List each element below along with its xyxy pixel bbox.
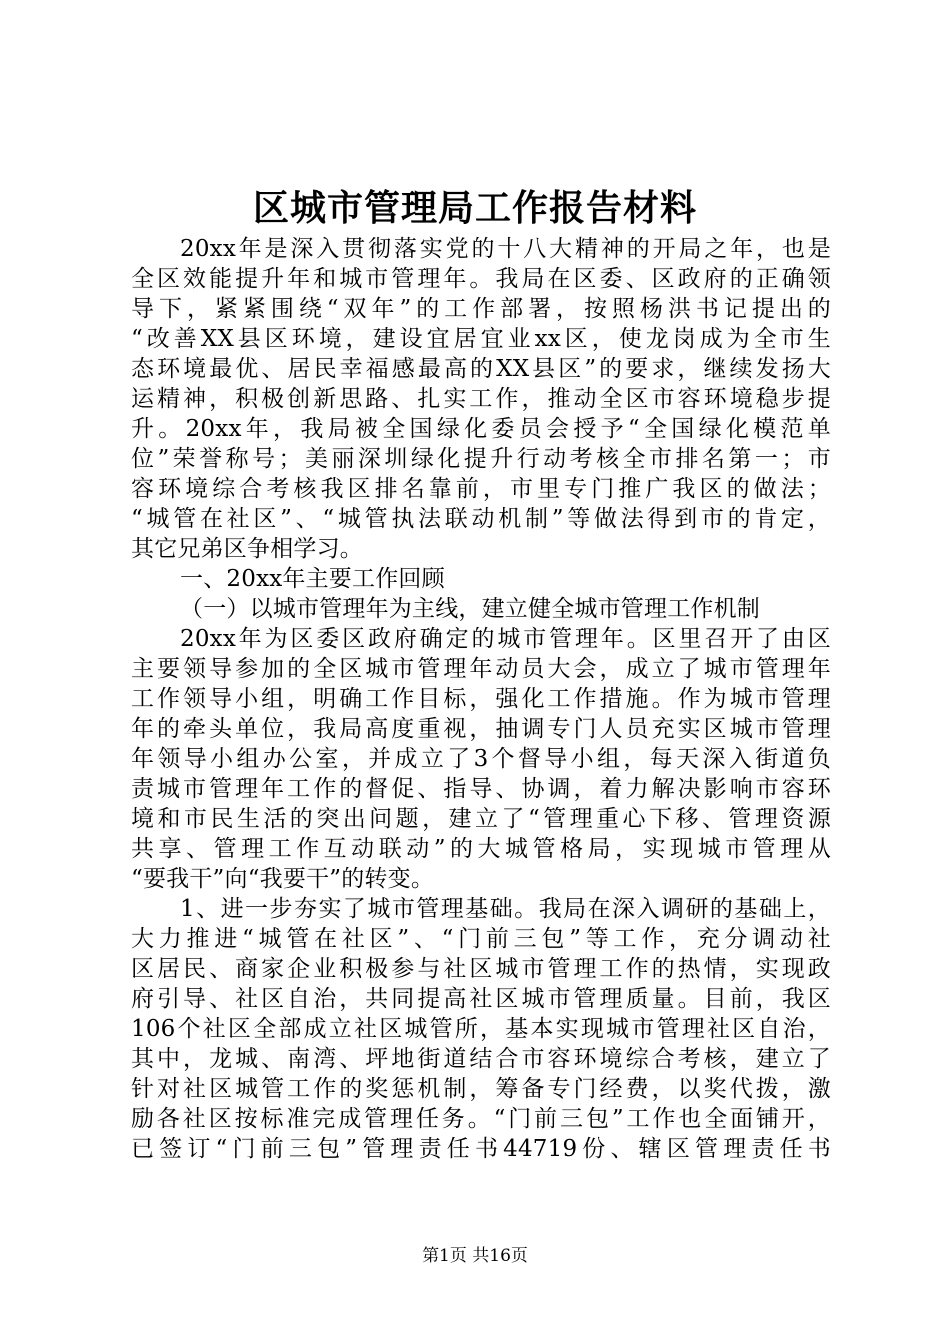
paragraph-3-line-8: 励各社区按标准完成管理任务。“门前三包”工作也全面铺开， xyxy=(131,1106,831,1132)
paragraph-3-line-3: 区居民、商家企业积极参与社区城市管理工作的热情，实现政 xyxy=(131,956,831,982)
paragraph-1-line-7: 升。20xx年，我局被全国绿化委员会授予“全国绿化模范单 xyxy=(131,416,831,442)
paragraph-1-line-1: 20xx年是深入贯彻落实党的十八大精神的开局之年，也是 xyxy=(180,236,831,262)
paragraph-3-line-7: 针对社区城管工作的奖惩机制，筹备专门经费，以奖代拨，激 xyxy=(131,1076,831,1102)
subsection-heading-1: （一）以城市管理年为主线，建立健全城市管理工作机制 xyxy=(180,596,760,622)
paragraph-1-line-4: “改善XX县区环境，建设宜居宜业xx区，使龙岗成为全市生 xyxy=(131,326,831,352)
paragraph-1-line-9: 容环境综合考核我区排名靠前，市里专门推广我区的做法； xyxy=(131,476,831,502)
document-body xyxy=(131,234,831,1164)
paragraph-3-line-4: 府引导、社区自治，共同提高社区城市管理质量。目前，我区 xyxy=(131,986,831,1012)
paragraph-2-line-7: 境和市民生活的突出问题，建立了“管理重心下移、管理资源 xyxy=(131,806,831,832)
paragraph-3-line-5: 106个社区全部成立社区城管所，基本实现城市管理社区自治， xyxy=(131,1016,831,1042)
paragraph-3-line-6: 其中，龙城、南湾、坪地街道结合市容环境综合考核，建立了 xyxy=(131,1046,831,1072)
paragraph-2-line-6: 责城市管理年工作的督促、指导、协调，着力解决影响市容环 xyxy=(131,776,831,802)
page-number-footer: 第1页 共16页 xyxy=(422,1246,528,1266)
paragraph-2-line-3: 工作领导小组，明确工作目标，强化工作措施。作为城市管理 xyxy=(131,686,831,712)
paragraph-1-line-3: 导下，紧紧围绕“双年”的工作部署，按照杨洪书记提出的 xyxy=(131,296,831,322)
paragraph-2-line-9: “要我干”向“我要干”的转变。 xyxy=(131,866,435,892)
section-heading-1: 一、20xx年主要工作回顾 xyxy=(180,566,445,592)
paragraph-2-line-4: 年的牵头单位，我局高度重视，抽调专门人员充实区城市管理 xyxy=(131,716,831,742)
paragraph-2-line-8: 共享、管理工作互动联动”的大城管格局，实现城市管理从 xyxy=(131,836,831,862)
paragraph-1-line-5: 态环境最优、居民幸福感最高的XX县区”的要求，继续发扬大 xyxy=(131,356,831,382)
paragraph-3-line-2: 大力推进“城管在社区”、“门前三包”等工作，充分调动社 xyxy=(131,926,831,952)
document-title: 区城市管理局工作报告材料 xyxy=(252,187,697,229)
paragraph-2-line-2: 主要领导参加的全区城市管理年动员大会，成立了城市管理年 xyxy=(131,656,831,682)
paragraph-3-line-9: 已签订“门前三包”管理责任书44719份、辖区管理责任书 xyxy=(131,1136,831,1162)
paragraph-2-line-5: 年领导小组办公室，并成立了3个督导小组，每天深入街道负 xyxy=(131,746,831,772)
paragraph-2-line-1: 20xx年为区委区政府确定的城市管理年。区里召开了由区 xyxy=(180,626,831,652)
paragraph-1-line-10: “城管在社区”、“城管执法联动机制”等做法得到市的肯定， xyxy=(131,506,831,532)
paragraph-1-line-6: 运精神，积极创新思路、扎实工作，推动全区市容环境稳步提 xyxy=(131,386,831,412)
paragraph-1-line-2: 全区效能提升年和城市管理年。我局在区委、区政府的正确领 xyxy=(131,266,831,292)
paragraph-3-line-1: 1、进一步夯实了城市管理基础。我局在深入调研的基础上， xyxy=(180,896,831,922)
paragraph-1-line-11: 其它兄弟区争相学习。 xyxy=(131,536,363,562)
paragraph-1-line-8: 位”荣誉称号；美丽深圳绿化提升行动考核全市排名第一；市 xyxy=(131,446,831,472)
